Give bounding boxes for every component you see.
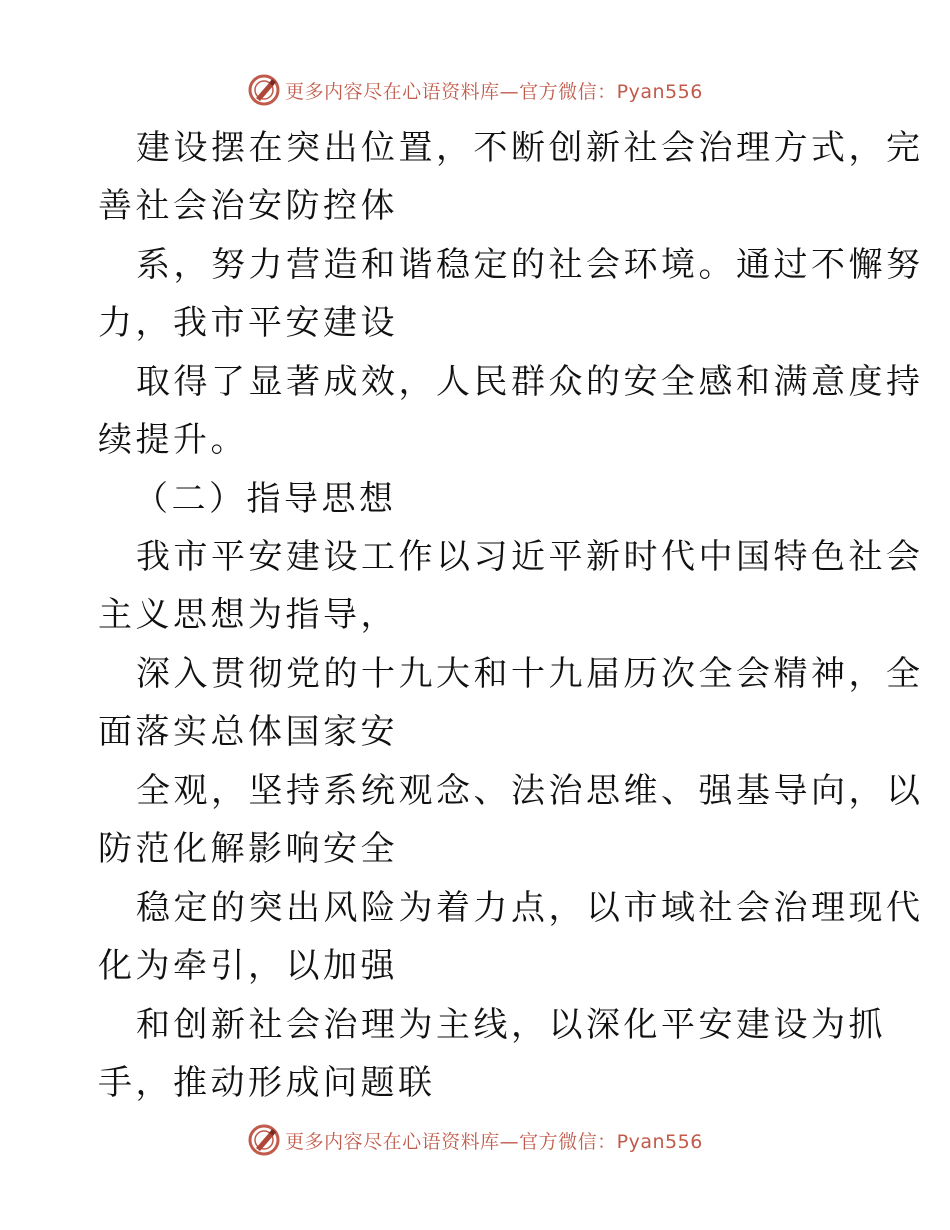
- text-line: 取得了显著成效，人民群众的安全感和满意度持: [136, 362, 924, 402]
- section-heading: （二）指导思想: [134, 479, 397, 519]
- text-line: 力，我市平安建设: [98, 303, 398, 343]
- text-line: 我市平安建设工作以习近平新时代中国特色社会: [136, 537, 924, 577]
- text-line: 续提升。: [98, 420, 248, 460]
- text-line: 和创新社会治理为主线，以深化平安建设为抓: [136, 1005, 886, 1045]
- pen-logo-icon: [247, 1123, 281, 1157]
- text-line: 善社会治安防控体: [98, 186, 398, 226]
- watermark-text: 更多内容尽在心语资料库—官方微信：Pyan556: [285, 1130, 703, 1153]
- text-line: 系，努力营造和谐稳定的社会环境。通过不懈努: [136, 245, 924, 285]
- text-line: 全观，坚持系统观念、法治思维、强基导向，以: [136, 771, 924, 811]
- watermark-text: 更多内容尽在心语资料库—官方微信：Pyan556: [285, 80, 703, 103]
- text-line: 稳定的突出风险为着力点，以市域社会治理现代: [136, 888, 924, 928]
- text-line: 化为牵引，以加强: [98, 946, 398, 986]
- footer-watermark: [0, 1120, 950, 1160]
- text-line: 建设摆在突出位置，不断创新社会治理方式，完: [136, 128, 924, 168]
- text-line: 面落实总体国家安: [98, 712, 398, 752]
- text-line: 主义思想为指导，: [98, 595, 398, 635]
- text-line: 深入贯彻党的十九大和十九届历次全会精神，全: [136, 654, 924, 694]
- text-line: 防范化解影响安全: [98, 829, 398, 869]
- text-line: 手，推动形成问题联: [98, 1063, 436, 1103]
